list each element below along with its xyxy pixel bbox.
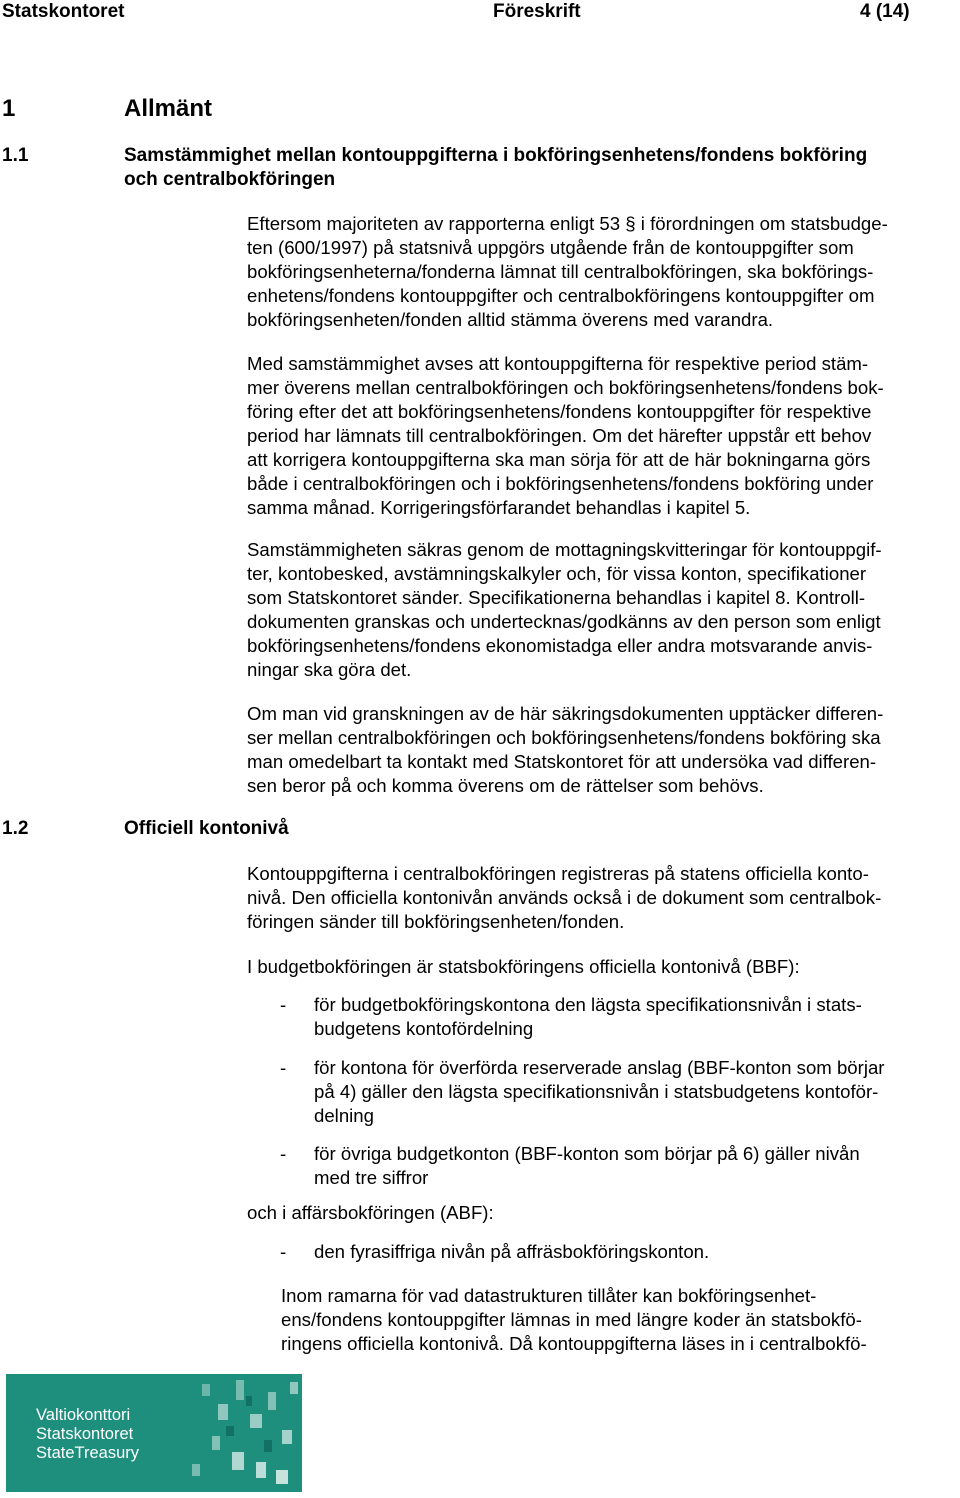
- subsection-title: [124, 144, 867, 192]
- text-line: sen beror på och komma överens om de rättelser som behövs.: [247, 775, 764, 796]
- paragraph: [247, 352, 884, 520]
- paragraph: I budgetbokföringen är statsbokföringens officiella kontonivå (BBF):: [247, 956, 800, 977]
- text-line: ser mellan centralbokföringen och bokföringsenhetens/fondens bokföring ska: [247, 727, 881, 748]
- paragraph: [247, 862, 881, 934]
- text-line: för övriga budgetkonton (BBF-konton som börjar på 6) gäller nivån: [314, 1143, 860, 1164]
- text-line: mer överens mellan centralbokföringen och bokföringsenhetens/fondens bok-: [247, 377, 884, 398]
- list-dash: -: [280, 1241, 287, 1262]
- paragraph: och i affärsbokföringen (ABF):: [247, 1202, 494, 1223]
- text-line: Kontouppgifterna i centralbokföringen registreras på statens officiella konto-: [247, 863, 869, 884]
- text-line: den fyrasiffriga nivån på affräsbokföringskonton.: [314, 1241, 710, 1262]
- text-line: period har lämnats till centralbokföringen. Om det härefter uppstår ett behov: [247, 425, 872, 446]
- text-line: med tre siffror: [314, 1167, 429, 1188]
- text-line: budgetens kontofördelning: [314, 1018, 534, 1039]
- paragraph: [281, 1284, 867, 1356]
- text-line: som Statskontoret sänder. Specifikationerna behandlas i kapitel 8. Kontroll-: [247, 587, 866, 608]
- paragraph: [247, 538, 882, 682]
- text-line: ten (600/1997) på statsnivå uppgörs utgående från de kontouppgifter som: [247, 237, 854, 258]
- text-line: Eftersom majoriteten av rapporterna enligt 53 § i förordningen om statsbudge-: [247, 213, 888, 234]
- list-dash: -: [280, 1143, 287, 1164]
- logo-line: Statskontoret: [36, 1425, 134, 1443]
- text-line: ens/fondens kontouppgifter lämnas in med längre koder än statsbokfö-: [281, 1309, 862, 1330]
- logo-line: StateTreasury: [36, 1444, 140, 1462]
- list-item: [314, 1240, 709, 1264]
- text-line: ter, kontobesked, avstämningskalkyler och, för vissa konton, specifikationer: [247, 563, 867, 584]
- text-line: ringens officiella kontonivå. Då kontouppgifterna läses in i centralbokfö-: [281, 1333, 867, 1354]
- text-line: föring efter det att bokföringsenhetens/fondens kontouppgifter för respektive: [247, 401, 872, 422]
- text-line: föringen sänder till bokföringsenheten/fonden.: [247, 911, 625, 932]
- subsection-title-line: och centralbokföringen: [124, 169, 336, 190]
- text-line: delning: [314, 1105, 374, 1126]
- text-line: dokumenten granskas och undertecknas/godkänns av den person som enligt: [247, 611, 881, 632]
- section-title: Allmänt: [124, 95, 213, 122]
- text-line: nivå. Den officiella kontonivån används också i de dokument som centralbok-: [247, 887, 882, 908]
- text-line: Om man vid granskningen av de här säkringsdokumenten upptäcker differen-: [247, 703, 884, 724]
- logo-line: Valtiokonttori: [36, 1406, 131, 1424]
- subsection-number: 1.1: [2, 145, 29, 166]
- paragraph: [247, 702, 883, 798]
- text-line: enhetens/fondens kontouppgifter och centralbokföringens kontouppgifter om: [247, 285, 875, 306]
- text-line: Med samstämmighet avses att kontouppgifterna för respektive period stäm-: [247, 353, 869, 374]
- paragraph: [247, 212, 888, 332]
- text-line: både i centralbokföringen och i bokföringsenhetens/fondens bokföring under: [247, 473, 874, 494]
- section-number: 1: [2, 95, 16, 122]
- text-line: på 4) gäller den lägsta specifikationsnivån i statsbudgetens kontoför-: [314, 1081, 879, 1102]
- list-item: [314, 993, 862, 1041]
- text-line: bokföringsenhetens/fondens ekonomistadga eller andra motsvarande anvis-: [247, 635, 873, 656]
- text-line: Samstämmigheten säkras genom de mottagningskvitteringar för kontouppgif-: [247, 539, 882, 560]
- subsection-number: 1.2: [2, 818, 29, 839]
- text-line: Inom ramarna för vad datastrukturen tillåter kan bokföringsenhet-: [281, 1285, 817, 1306]
- list-item: [314, 1056, 885, 1128]
- text-line: att korrigera kontouppgifterna ska man sörja för att de här bokningarna görs: [247, 449, 871, 470]
- text-line: bokföringsenheten/fonden alltid stämma överens med varandra.: [247, 309, 774, 330]
- header-doc-type: Föreskrift: [493, 1, 581, 22]
- header-org: Statskontoret: [2, 1, 125, 22]
- text-line: samma månad. Korrigeringsförfarandet behandlas i kapitel 5.: [247, 497, 751, 518]
- list-dash: -: [280, 994, 287, 1015]
- logo-wordmark: [36, 1406, 139, 1463]
- text-line: ningar ska göra det.: [247, 659, 412, 680]
- subsection-title-line: Samstämmighet mellan kontouppgifterna i bokföringsenhetens/fondens bokföring: [124, 145, 868, 166]
- list-dash: -: [280, 1057, 287, 1078]
- text-line: man omedelbart ta kontakt med Statskontoret för att undersöka vad differen-: [247, 751, 877, 772]
- text-line: bokföringsenheterna/fonderna lämnat till centralbokföringen, ska bokförings-: [247, 261, 874, 282]
- list-item: [314, 1142, 860, 1190]
- text-line: för budgetbokföringskontona den lägsta specifikationsnivån i stats-: [314, 994, 862, 1015]
- text-line: för kontona för överförda reserverade anslag (BBF-konton som börjar: [314, 1057, 885, 1078]
- subsection-title: Officiell kontonivå: [124, 818, 289, 839]
- state-treasury-logo: [6, 1374, 302, 1492]
- header-page-number: 4 (14): [860, 1, 910, 22]
